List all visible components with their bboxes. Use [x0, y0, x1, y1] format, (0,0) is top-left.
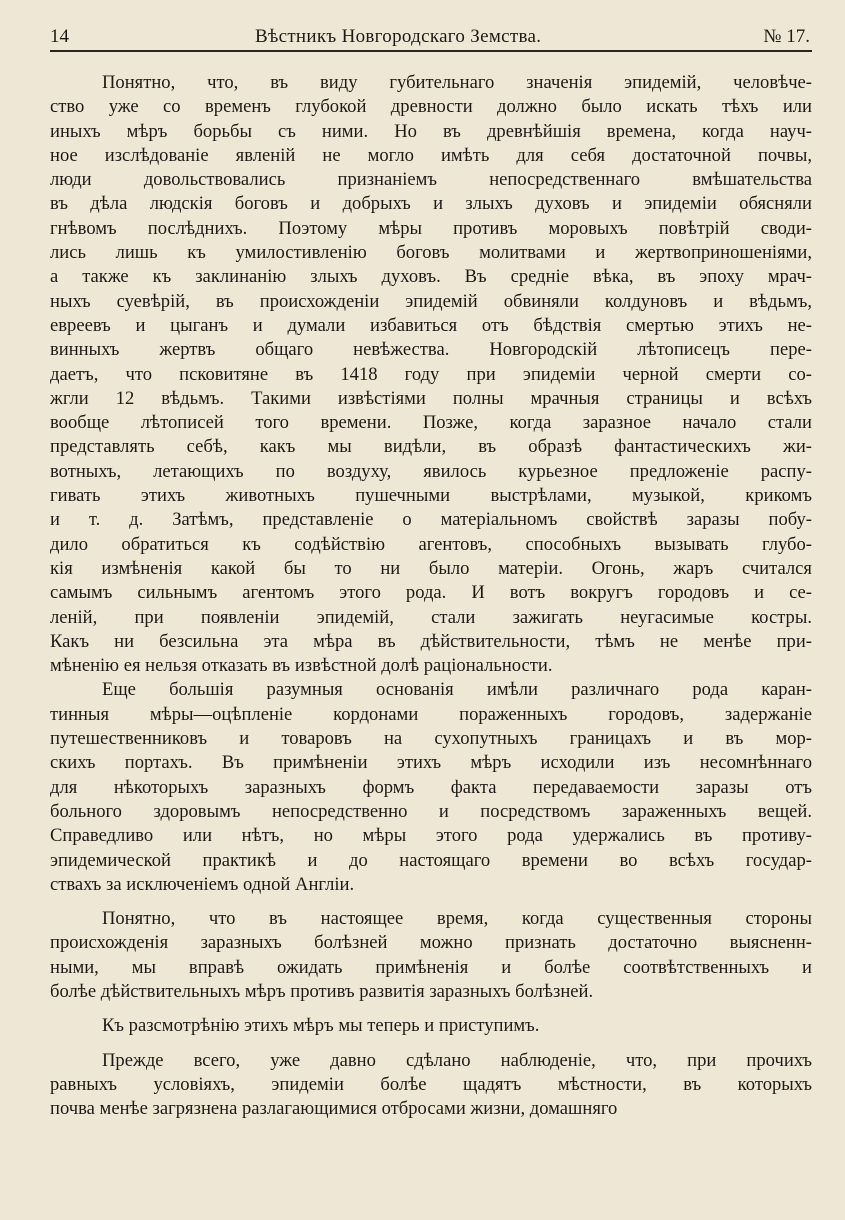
header-rule	[50, 50, 812, 52]
text-line: даетъ, что псковитяне въ 1418 году при эпидеміи черной смерти со-	[50, 363, 812, 385]
text-line: скихъ портахъ. Въ примѣненіи этихъ мѣръ исходили изъ несомнѣннаго	[50, 752, 812, 774]
paragraph	[50, 1049, 812, 1122]
text-line: ное изслѣдованіе явленій не могло имѣть для себя достаточной почвы,	[50, 144, 812, 166]
text-line: ныхъ суевѣрій, въ происхожденіи эпидемій обвиняли колдуновъ и вѣдьмъ,	[50, 290, 812, 312]
text-line: представлять себѣ, какъ мы видѣли, въ образѣ фантастическихъ жи-	[50, 436, 812, 458]
text-line: больного здоровымъ непосредственно и посредствомъ зараженныхъ вещей.	[50, 800, 812, 822]
text-line: гнѣвомъ послѣднихъ. Поэтому мѣры противъ моровыхъ повѣтрій своди-	[50, 217, 812, 239]
text-line: винныхъ жертвъ общаго невѣжества. Новгородскій лѣтописецъ пере-	[50, 339, 812, 361]
text-line: Понятно, что въ настоящее время, когда существенныя стороны	[102, 908, 812, 930]
text-line: мѣненію ея нельзя отказать въ извѣстной долѣ раціональности.	[50, 655, 553, 677]
page-header	[50, 22, 810, 50]
text-line: жгли 12 вѣдьмъ. Такими извѣстіями полны мрачныя страницы и всѣхъ	[50, 387, 812, 409]
text-line: а также къ заклинанію злыхъ духовъ. Въ средніе вѣка, въ эпоху мрач-	[50, 266, 812, 288]
text-line: путешественниковъ и товаровъ на сухопутныхъ границахъ и въ мор-	[50, 728, 812, 750]
text-line: евреевъ и цыганъ и думали избавиться отъ бѣдствія смертью этихъ не-	[50, 314, 812, 336]
text-line: происхожденія заразныхъ болѣзней можно признать достаточно выясненн-	[50, 932, 812, 954]
text-line: тинныя мѣры—оцѣпленіе кордонами пораженныхъ городовъ, задержаніе	[50, 703, 812, 725]
text-line: иныхъ мѣръ борьбы съ ними. Но въ древнѣйшія времена, когда науч-	[50, 120, 812, 142]
text-line: ствахъ за исключеніемъ одной Англіи.	[50, 873, 355, 895]
text-line: люди довольствовались признаніемъ непосредственнаго вмѣшательства	[50, 169, 812, 191]
text-line: равныхъ условіяхъ, эпидеміи болѣе щадятъ мѣстности, въ которыхъ	[50, 1073, 812, 1095]
text-line: лись лишь къ умилостивленію боговъ молитвами и жертвоприношеніями,	[50, 242, 812, 264]
text-line: въ дѣла людскія боговъ и добрыхъ и злыхъ духовъ и эпидеміи обясняли	[50, 193, 812, 215]
text-line: Еще большія разумныя основанія имѣли различнаго рода каран-	[102, 679, 812, 701]
page-number: 14	[50, 26, 69, 47]
paragraph	[50, 678, 812, 897]
text-line: и т. д. Затѣмъ, представленіе о матеріальномъ свойствѣ заразы побу-	[50, 509, 812, 531]
text-line: вообще лѣтописей того времени. Позже, когда заразное начало стали	[50, 412, 812, 434]
text-line: гивать этихъ животныхъ пушечными выстрѣлами, музыкой, крикомъ	[50, 485, 812, 507]
paragraph	[50, 907, 812, 1004]
issue-number: № 17.	[763, 26, 810, 47]
text-line: для нѣкоторыхъ заразныхъ формъ факта передаваемости заразы отъ	[50, 776, 812, 798]
text-line: почва менѣе загрязнена разлагающимися отбросами жизни, домашняго	[50, 1098, 618, 1120]
text-line: ными, мы вправѣ ожидать примѣненія и болѣе соотвѣтственныхъ и	[50, 956, 812, 978]
text-line: ство уже со временъ глубокой древности должно было искать тѣхъ или	[50, 96, 812, 118]
paragraph	[50, 1014, 812, 1038]
text-line: дило обратиться къ содѣйствію агентовъ, способныхъ вызывать глубо-	[50, 533, 812, 555]
journal-title: Вѣстникъ Новгородскаго Земства.	[255, 26, 542, 47]
text-line: эпидемической практикѣ и до настоящаго времени во всѣхъ государ-	[50, 849, 812, 871]
text-line: Къ разсмотрѣнію этихъ мѣръ мы теперь и приступимъ.	[102, 1015, 540, 1037]
text-line: Какъ ни безсильна эта мѣра въ дѣйствительности, тѣмъ не менѣе при-	[50, 630, 812, 652]
text-line: Прежде всего, уже давно сдѣлано наблюденіе, что, при прочихъ	[102, 1049, 812, 1071]
text-line: самымъ сильнымъ агентомъ этого рода. И вотъ вокругъ городовъ и се-	[50, 582, 812, 604]
text-line: Справедливо или нѣтъ, но мѣры этого рода удержались въ противу-	[50, 825, 812, 847]
text-line: кія измѣненія какой бы то ни было матеріи. Огонь, жаръ считался	[50, 557, 812, 579]
paragraph	[50, 71, 812, 678]
text-line: леній, при появленіи эпидемій, стали зажигать неугасимые костры.	[50, 606, 812, 628]
text-line: Понятно, что, въ виду губительнаго значенія эпидемій, человѣче-	[102, 72, 812, 93]
text-line: болѣе дѣйствительныхъ мѣръ противъ развитія заразныхъ болѣзней.	[50, 980, 594, 1002]
text-line: вотныхъ, летающихъ по воздуху, явилось курьезное предложеніе распу-	[50, 460, 812, 482]
article-body	[50, 71, 812, 1121]
